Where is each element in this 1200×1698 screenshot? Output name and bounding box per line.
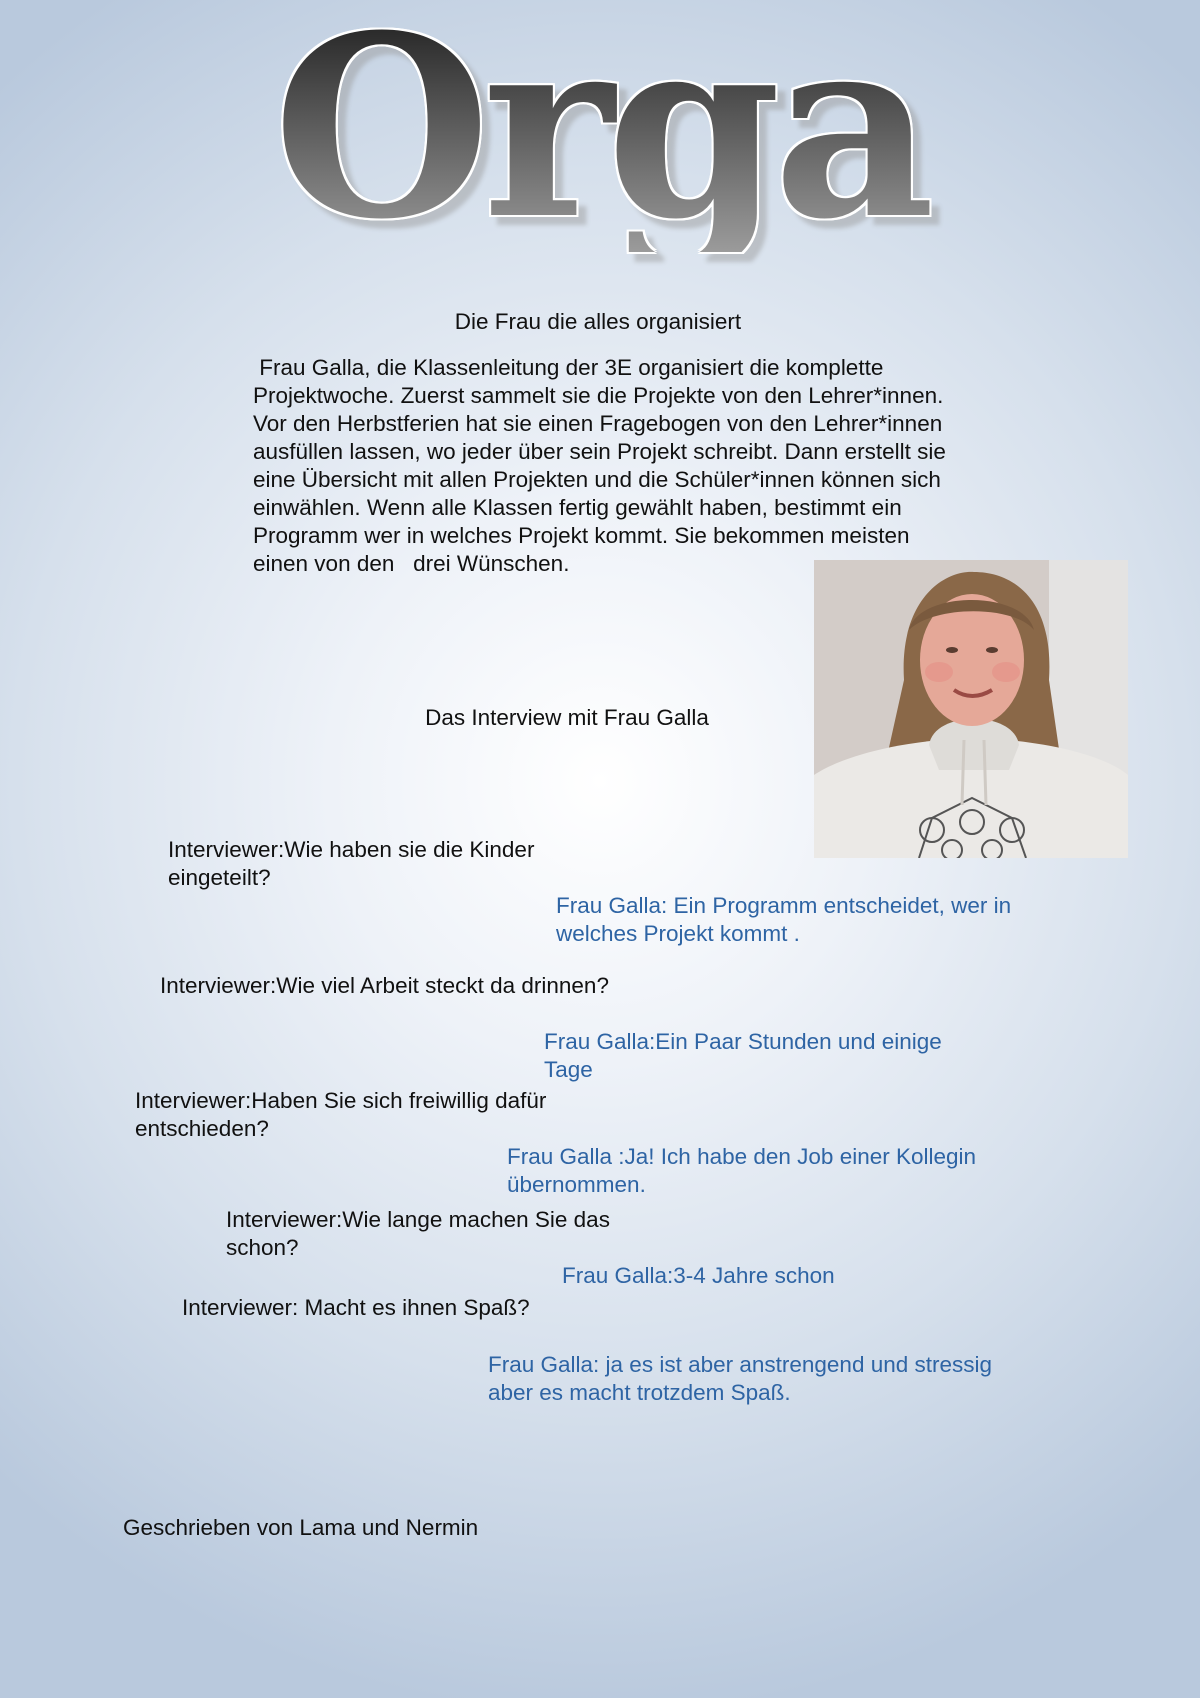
question-line: schon? bbox=[226, 1235, 299, 1260]
answer-line: Frau Galla:3-4 Jahre schon bbox=[562, 1263, 835, 1288]
page-title: Orga bbox=[0, 2, 1200, 252]
question-line: Interviewer:Haben Sie sich freiwillig dafür bbox=[135, 1088, 547, 1113]
interview-question bbox=[135, 1087, 546, 1143]
interview-question bbox=[160, 972, 609, 1000]
interview-answer bbox=[544, 1028, 942, 1084]
interview-heading: Das Interview mit Frau Galla bbox=[425, 705, 709, 730]
intro-line: eine Übersicht mit allen Projekten und die Schüler*innen können sich bbox=[253, 467, 941, 492]
interview-question bbox=[226, 1206, 610, 1262]
intro-line: einwählen. Wenn alle Klassen fertig gewählt haben, bestimmt ein bbox=[253, 495, 902, 520]
question-line: entschieden? bbox=[135, 1116, 269, 1141]
author-credit: Geschrieben von Lama und Nermin bbox=[123, 1515, 479, 1540]
subtitle: Die Frau die alles organisiert bbox=[454, 309, 742, 334]
answer-line: Frau Galla: Ein Programm entscheidet, wer in bbox=[556, 893, 1012, 918]
interview-answer bbox=[562, 1262, 835, 1290]
interview-answer bbox=[556, 892, 1011, 948]
interview-question bbox=[182, 1294, 530, 1322]
intro-line: Frau Galla, die Klassenleitung der 3E organisiert die komplette bbox=[253, 355, 884, 380]
question-line: Interviewer:Wie lange machen Sie das bbox=[226, 1207, 610, 1232]
question-line: Interviewer:Wie viel Arbeit steckt da drinnen? bbox=[160, 973, 609, 998]
interview-question bbox=[168, 836, 534, 892]
intro-line: ausfüllen lassen, wo jeder über sein Projekt schreibt. Dann erstellt sie bbox=[253, 439, 946, 464]
answer-line: Frau Galla: ja es ist aber anstrengend und stressig bbox=[488, 1352, 993, 1377]
interview-answer bbox=[507, 1143, 976, 1199]
answer-line: Frau Galla :Ja! Ich habe den Job einer Kollegin bbox=[507, 1144, 977, 1169]
answer-line: Tage bbox=[544, 1057, 593, 1082]
answer-line: übernommen. bbox=[507, 1172, 646, 1197]
question-line: eingeteilt? bbox=[168, 865, 271, 890]
intro-line: Projektwoche. Zuerst sammelt sie die Projekte von den Lehrer*innen. bbox=[253, 383, 944, 408]
question-line: Interviewer: Macht es ihnen Spaß? bbox=[182, 1295, 530, 1320]
intro-line: Vor den Herbstferien hat sie einen Fragebogen von den Lehrer*innen bbox=[253, 411, 943, 436]
intro-line: Programm wer in welches Projekt kommt. Sie bekommen meisten bbox=[253, 523, 910, 548]
answer-line: Frau Galla:Ein Paar Stunden und einige bbox=[544, 1029, 942, 1054]
intro-line: einen von den drei Wünschen. bbox=[253, 551, 570, 576]
interview-answer bbox=[488, 1351, 992, 1407]
question-line: Interviewer:Wie haben sie die Kinder bbox=[168, 837, 535, 862]
intro-paragraph bbox=[253, 354, 1013, 578]
answer-line: welches Projekt kommt . bbox=[556, 921, 800, 946]
answer-line: aber es macht trotzdem Spaß. bbox=[488, 1380, 791, 1405]
